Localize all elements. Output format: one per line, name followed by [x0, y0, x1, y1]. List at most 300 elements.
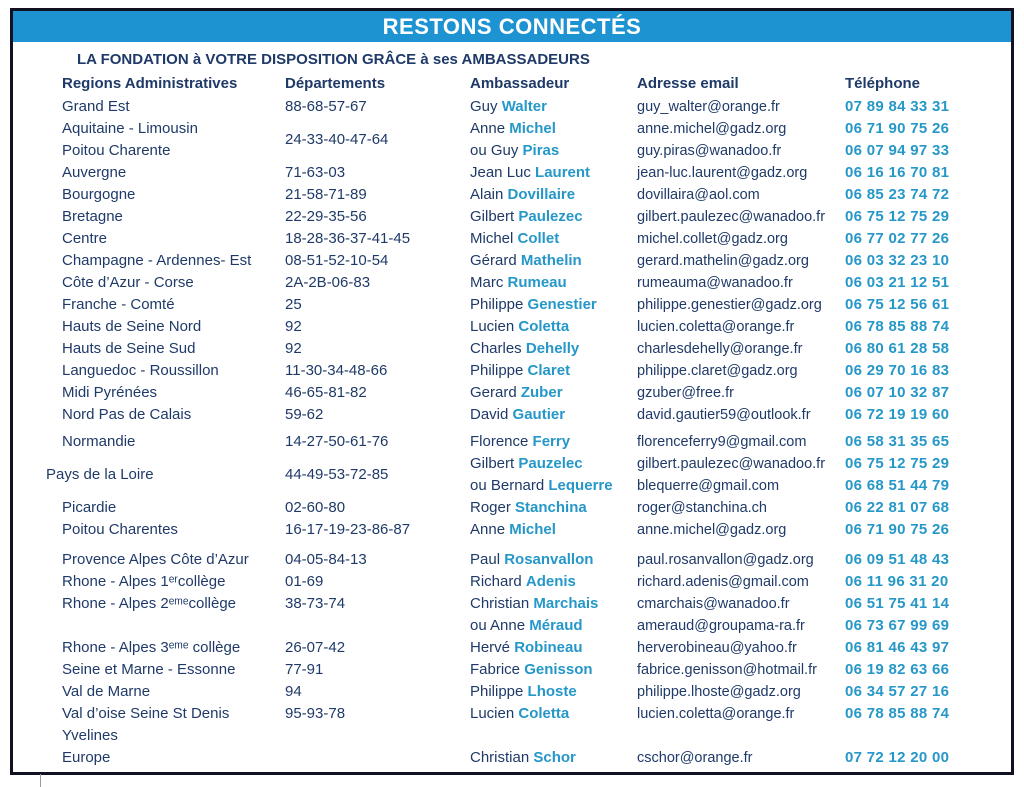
- email-address: gilbert.paulezec@wanadoo.fr: [637, 209, 826, 225]
- email-address: gerard.mathelin@gadz.org: [637, 253, 809, 269]
- ambassador-name: [470, 250, 637, 272]
- ambassador-last-name: Stanchina: [515, 499, 587, 516]
- email-address: philippe.claret@gadz.org: [637, 363, 798, 379]
- departement-numbers: 38-73-74: [285, 595, 346, 612]
- phone-cell: [845, 404, 1011, 426]
- departement-numbers: 59-62: [285, 406, 324, 423]
- ambassador-last-name: Genisson: [524, 661, 593, 678]
- ambassadeur-cell: [470, 497, 637, 519]
- email-cell: [637, 162, 845, 184]
- departement-numbers: 02-60-80: [285, 499, 346, 516]
- ambassador-last-name: Marchais: [533, 595, 599, 612]
- email-address: gzuber@free.fr: [637, 385, 734, 401]
- region-cell: [62, 497, 285, 519]
- ambassador-first-name: Philippe: [470, 296, 528, 313]
- phone-number: 06 51 75 41 14: [845, 595, 950, 612]
- ambassador-name: [470, 615, 637, 637]
- ambassador-first-name: Michel: [470, 230, 518, 247]
- region-cell: [62, 747, 285, 769]
- table-row: [13, 637, 1011, 659]
- email-address: gilbert.paulezec@wanadoo.fr: [637, 456, 826, 472]
- ambassador-last-name: Lhoste: [527, 683, 577, 700]
- column-header-email: Adresse email: [637, 75, 739, 92]
- ambassador-name: [470, 206, 637, 228]
- ambassador-name: [470, 571, 637, 593]
- ambassador-last-name: Dehelly: [525, 340, 580, 357]
- region-name: Rhone - Alpes 1ᵉʳcollège: [62, 573, 226, 590]
- region-cell: [62, 96, 285, 118]
- ambassador-name: [470, 162, 637, 184]
- phone-cell: [845, 497, 1011, 519]
- ambassador-first-name: Alain: [470, 186, 508, 203]
- ambassador-name: [470, 338, 637, 360]
- region-name: Seine et Marne - Essonne: [62, 661, 236, 678]
- phone-cell: [845, 382, 1011, 404]
- email-address: lucien.coletta@orange.fr: [637, 319, 795, 335]
- email-address: charlesdehelly@orange.fr: [637, 341, 803, 357]
- ambassador-first-name: Christian: [470, 595, 534, 612]
- email-address: anne.michel@gadz.org: [637, 121, 787, 137]
- ambassador-last-name: Zuber: [520, 384, 563, 401]
- table-body: [13, 96, 1011, 769]
- phone-number: 06 85 23 74 72: [845, 186, 950, 203]
- email-address: anne.michel@gadz.org: [637, 522, 787, 538]
- region-name: Normandie: [62, 433, 136, 450]
- table-row: [13, 228, 1011, 250]
- table-row: [13, 250, 1011, 272]
- region-name: Val d’oise Seine St Denis: [62, 705, 230, 722]
- ambassador-last-name: Genestier: [527, 296, 597, 313]
- departements-cell: [285, 549, 470, 571]
- ambassadeur-cell: [470, 162, 637, 184]
- ambassador-first-name: Gilbert: [470, 455, 519, 472]
- ambassador-name: [470, 637, 637, 659]
- region-cell: [62, 571, 285, 593]
- departement-numbers: 77-91: [285, 661, 324, 678]
- ambassador-name: [470, 453, 637, 475]
- region-cell: [62, 162, 285, 184]
- phone-number: 06 78 85 88 74: [845, 318, 950, 335]
- ambassador-last-name: Walter: [501, 98, 547, 115]
- email-cell: [637, 549, 845, 571]
- phone-number: 06 73 67 99 69: [845, 617, 950, 634]
- region-name: Côte d’Azur - Corse: [62, 274, 194, 291]
- region-cell: [62, 659, 285, 681]
- region-cell: [62, 519, 285, 541]
- phone-number: 06 16 16 70 81: [845, 164, 950, 181]
- ambassadeur-cell: [470, 360, 637, 382]
- email-cell: [637, 118, 845, 162]
- phone-cell: [845, 360, 1011, 382]
- ambassadeur-cell: [470, 703, 637, 747]
- departement-numbers: 44-49-53-72-85: [285, 466, 389, 483]
- ambassador-first-name: Paul: [470, 551, 505, 568]
- ambassadeur-cell: [470, 453, 637, 497]
- region-name: Europe: [62, 749, 111, 766]
- email-cell: [637, 519, 845, 541]
- departements-cell: [285, 118, 470, 162]
- region-name: Aquitaine - Limousin: [62, 120, 198, 137]
- ambassador-last-name: Mathelin: [520, 252, 582, 269]
- phone-number: 06 22 81 07 68: [845, 499, 950, 516]
- phone-number: 06 03 21 12 51: [845, 274, 950, 291]
- departements-cell: [285, 747, 470, 769]
- ambassadeur-cell: [470, 519, 637, 541]
- ambassador-last-name: Laurent: [535, 164, 591, 181]
- email-cell: [637, 453, 845, 497]
- departement-numbers: 92: [285, 340, 302, 357]
- email-address: david.gautier59@outlook.fr: [637, 407, 811, 423]
- region-cell: [62, 431, 285, 453]
- region-cell: [62, 681, 285, 703]
- email-address: michel.collet@gadz.org: [637, 231, 788, 247]
- ambassador-last-name: Collet: [517, 230, 560, 247]
- region-name: Bretagne: [62, 208, 123, 225]
- email-address: guy_walter@orange.fr: [637, 99, 780, 115]
- phone-cell: [845, 228, 1011, 250]
- email-cell: [637, 659, 845, 681]
- ambassador-last-name: Ferry: [532, 433, 571, 450]
- email-cell: [637, 431, 845, 453]
- region-cell: [62, 228, 285, 250]
- phone-cell: [845, 519, 1011, 541]
- email-cell: [637, 294, 845, 316]
- email-address: richard.adenis@gmail.com: [637, 574, 809, 590]
- departements-cell: [285, 593, 470, 637]
- email-cell: [637, 184, 845, 206]
- region-cell: [62, 250, 285, 272]
- title-banner: [13, 11, 1011, 42]
- ambassador-first-name: Christian: [470, 749, 534, 766]
- region-name: Pays de la Loire: [46, 466, 154, 483]
- email-cell: [637, 316, 845, 338]
- table-row: [13, 571, 1011, 593]
- ambassador-last-name: Schor: [533, 749, 576, 766]
- email-cell: [637, 404, 845, 426]
- departements-cell: [285, 431, 470, 453]
- departement-numbers: 2A-2B-06-83: [285, 274, 371, 291]
- email-address: cmarchais@wanadoo.fr: [637, 596, 790, 612]
- table-row: [13, 162, 1011, 184]
- phone-cell: [845, 453, 1011, 497]
- email-cell: [637, 96, 845, 118]
- ambassador-last-name: Gautier: [512, 406, 566, 423]
- ambassador-name: [470, 294, 637, 316]
- ambassador-name: [470, 382, 637, 404]
- ambassadeur-cell: [470, 571, 637, 593]
- region-name: Hauts de Seine Sud: [62, 340, 196, 357]
- departement-numbers: 25: [285, 296, 302, 313]
- phone-cell: [845, 206, 1011, 228]
- ambassador-last-name: Robineau: [514, 639, 583, 656]
- table-row: [13, 360, 1011, 382]
- departements-cell: [285, 162, 470, 184]
- ambassador-name: [470, 118, 637, 140]
- departements-cell: [285, 294, 470, 316]
- email-cell: [637, 593, 845, 637]
- email-cell: [637, 747, 845, 769]
- region-cell: [62, 316, 285, 338]
- ambassadeur-cell: [470, 659, 637, 681]
- region-name: Val de Marne: [62, 683, 151, 700]
- region-cell: [46, 453, 285, 497]
- table-row: [13, 382, 1011, 404]
- departements-cell: [285, 497, 470, 519]
- table-row: [13, 316, 1011, 338]
- email-cell: [637, 681, 845, 703]
- region-cell: [62, 382, 285, 404]
- column-header-departements: Départements: [285, 75, 386, 92]
- region-cell: [62, 549, 285, 571]
- departements-cell: [285, 316, 470, 338]
- phone-number: 07 72 12 20 00: [845, 749, 950, 766]
- email-address: blequerre@gmail.com: [637, 478, 780, 494]
- phone-cell: [845, 184, 1011, 206]
- ambassador-last-name: Coletta: [518, 318, 570, 335]
- phone-cell: [845, 338, 1011, 360]
- phone-cell: [845, 637, 1011, 659]
- ambassador-last-name: Méraud: [529, 617, 583, 634]
- phone-number: 06 78 85 88 74: [845, 705, 950, 722]
- ambassador-last-name: Adenis: [525, 573, 576, 590]
- departements-cell: [285, 571, 470, 593]
- region-name: Bourgogne: [62, 186, 136, 203]
- email-address: cschor@orange.fr: [637, 750, 753, 766]
- phone-number: 06 75 12 56 61: [845, 296, 950, 313]
- document-frame: [10, 8, 1014, 775]
- ambassador-first-name: Roger: [470, 499, 516, 516]
- ambassador-first-name: Anne: [470, 521, 510, 538]
- ambassador-last-name: Coletta: [518, 705, 570, 722]
- ambassador-last-name: Michel: [509, 120, 556, 137]
- departements-cell: [285, 184, 470, 206]
- email-cell: [637, 272, 845, 294]
- departement-numbers: 95-93-78: [285, 705, 346, 722]
- table-row: [13, 431, 1011, 453]
- departements-cell: [285, 228, 470, 250]
- departement-numbers: 11-30-34-48-66: [285, 362, 388, 379]
- ambassador-first-name: David: [470, 406, 513, 423]
- ambassador-name: [470, 497, 637, 519]
- phone-number: 06 07 94 97 33: [845, 142, 950, 159]
- phone-cell: [845, 431, 1011, 453]
- phone-cell: [845, 250, 1011, 272]
- email-address: florenceferry9@gmail.com: [637, 434, 807, 450]
- region-name: Nord Pas de Calais: [62, 406, 192, 423]
- ambassador-name: [470, 360, 637, 382]
- ambassador-name: [470, 593, 637, 615]
- departements-cell: [285, 659, 470, 681]
- ambassador-first-name: Jean Luc: [470, 164, 536, 181]
- region-name: Grand Est: [62, 98, 130, 115]
- phone-cell: [845, 549, 1011, 571]
- departement-numbers: 16-17-19-23-86-87: [285, 521, 411, 538]
- region-cell: [62, 338, 285, 360]
- email-cell: [637, 497, 845, 519]
- ambassadeur-cell: [470, 681, 637, 703]
- phone-cell: [845, 96, 1011, 118]
- departement-numbers: 18-28-36-37-41-45: [285, 230, 411, 247]
- region-cell: [62, 118, 285, 162]
- region-cell: [62, 404, 285, 426]
- ambassador-first-name: Hervé: [470, 639, 515, 656]
- phone-number: 06 71 90 75 26: [845, 521, 950, 538]
- email-cell: [637, 250, 845, 272]
- departements-cell: [285, 338, 470, 360]
- region-name: Auvergne: [62, 164, 127, 181]
- ambassador-name: [470, 519, 637, 541]
- departement-numbers: 14-27-50-61-76: [285, 433, 389, 450]
- region-name: Hauts de Seine Nord: [62, 318, 202, 335]
- region-cell: [62, 272, 285, 294]
- departements-cell: [285, 360, 470, 382]
- table-row: [13, 519, 1011, 541]
- ambassador-last-name: Michel: [509, 521, 556, 538]
- region-cell: [62, 593, 285, 637]
- phone-cell: [845, 681, 1011, 703]
- phone-cell: [845, 118, 1011, 162]
- email-cell: [637, 703, 845, 747]
- ambassador-first-name: ou Anne: [470, 617, 530, 634]
- page-title: RESTONS CONNECTÉS: [382, 13, 642, 39]
- ambassador-name: [470, 140, 637, 162]
- ambassador-last-name: Dovillaire: [507, 186, 576, 203]
- ambassador-first-name: Gerard: [470, 384, 521, 401]
- table-row: [13, 184, 1011, 206]
- ambassador-first-name: Charles: [470, 340, 526, 357]
- ambassadeur-cell: [470, 593, 637, 637]
- ambassador-last-name: Rumeau: [507, 274, 567, 291]
- phone-number: 06 58 31 35 65: [845, 433, 950, 450]
- subtitle: LA FONDATION à VOTRE DISPOSITION GRÂCE à ses AMBASSADEURS: [77, 51, 590, 68]
- ambassador-last-name: Lequerre: [548, 477, 613, 494]
- email-address: jean-luc.laurent@gadz.org: [637, 165, 808, 181]
- phone-cell: [845, 272, 1011, 294]
- ambassador-first-name: Lucien: [470, 705, 519, 722]
- ambassador-name: [470, 228, 637, 250]
- region-name: Picardie: [62, 499, 117, 516]
- region-cell: [62, 206, 285, 228]
- ambassadeur-cell: [470, 404, 637, 426]
- ambassador-first-name: Lucien: [470, 318, 519, 335]
- region-cell: [62, 637, 285, 659]
- phone-number: 06 19 82 63 66: [845, 661, 950, 678]
- departements-cell: [285, 703, 470, 747]
- region-name: Rhone - Alpes 3ᵉᵐᵉ collège: [62, 639, 241, 656]
- phone-number: 06 72 19 19 60: [845, 406, 950, 423]
- email-address: guy.piras@wanadoo.fr: [637, 143, 782, 159]
- phone-cell: [845, 571, 1011, 593]
- email-address: rumeauma@wanadoo.fr: [637, 275, 793, 291]
- email-cell: [637, 206, 845, 228]
- table-row: [13, 681, 1011, 703]
- region-name: Champagne - Ardennes- Est: [62, 252, 252, 269]
- email-address: dovillaira@aol.com: [637, 187, 760, 203]
- email-cell: [637, 382, 845, 404]
- departement-numbers: 24-33-40-47-64: [285, 131, 389, 148]
- ambassador-first-name: Richard: [470, 573, 526, 590]
- region-name: Rhone - Alpes 2ᵉᵐᵉcollège: [62, 595, 237, 612]
- ambassador-first-name: Philippe: [470, 683, 528, 700]
- table-row: [13, 453, 1011, 497]
- email-cell: [637, 228, 845, 250]
- region-name: Poitou Charentes: [62, 521, 178, 538]
- departement-numbers: 08-51-52-10-54: [285, 252, 389, 269]
- region-cell: [62, 703, 285, 747]
- phone-cell: [845, 747, 1011, 769]
- ambassadeur-cell: [470, 118, 637, 162]
- table-row: [13, 747, 1011, 769]
- ambassador-first-name: Gilbert: [470, 208, 519, 225]
- phone-cell: [845, 703, 1011, 747]
- email-address: philippe.lhoste@gadz.org: [637, 684, 801, 700]
- phone-number: 06 34 57 27 16: [845, 683, 950, 700]
- ambassador-name: [470, 549, 637, 571]
- column-header-regions: Regions Administratives: [62, 75, 238, 92]
- table-header-row: [13, 73, 1011, 95]
- ambassador-name: [470, 96, 637, 118]
- ambassador-name: [470, 431, 637, 453]
- departements-cell: [285, 637, 470, 659]
- ambassadeur-cell: [470, 747, 637, 769]
- ambassador-first-name: Anne: [470, 120, 510, 137]
- table-row: [13, 206, 1011, 228]
- departement-numbers: 21-58-71-89: [285, 186, 367, 203]
- ambassadeur-cell: [470, 382, 637, 404]
- departement-numbers: 01-69: [285, 573, 324, 590]
- ambassador-name: [470, 659, 637, 681]
- phone-number: 06 80 61 28 58: [845, 340, 950, 357]
- departements-cell: [285, 519, 470, 541]
- ambassadeur-cell: [470, 637, 637, 659]
- email-address: roger@stanchina.ch: [637, 500, 767, 516]
- phone-number: 06 03 32 23 10: [845, 252, 950, 269]
- phone-number: 06 29 70 16 83: [845, 362, 950, 379]
- region-name: Languedoc - Roussillon: [62, 362, 219, 379]
- table-row: [13, 338, 1011, 360]
- region-name: Yvelines: [62, 727, 118, 744]
- table-row: [13, 294, 1011, 316]
- departements-cell: [285, 96, 470, 118]
- ambassadeur-cell: [470, 431, 637, 453]
- phone-number: 06 81 46 43 97: [845, 639, 950, 656]
- phone-cell: [845, 593, 1011, 637]
- ambassador-last-name: Claret: [527, 362, 571, 379]
- departement-numbers: 71-63-03: [285, 164, 346, 181]
- table-row: [13, 703, 1011, 747]
- table-row: [13, 404, 1011, 426]
- email-address: lucien.coletta@orange.fr: [637, 706, 795, 722]
- phone-cell: [845, 162, 1011, 184]
- phone-number: 06 07 10 32 87: [845, 384, 950, 401]
- table-row: [13, 272, 1011, 294]
- ambassador-name: [470, 681, 637, 703]
- departements-cell: [285, 250, 470, 272]
- ambassador-last-name: Paulezec: [518, 208, 583, 225]
- ambassador-name: [470, 703, 637, 725]
- table-row: [13, 593, 1011, 637]
- phone-number: 06 77 02 77 26: [845, 230, 950, 247]
- departement-numbers: 94: [285, 683, 302, 700]
- ambassador-first-name: Fabrice: [470, 661, 525, 678]
- ambassadeur-cell: [470, 250, 637, 272]
- ambassador-first-name: Gérard: [470, 252, 521, 269]
- email-address: ameraud@groupama-ra.fr: [637, 618, 805, 634]
- departement-numbers: 26-07-42: [285, 639, 346, 656]
- email-cell: [637, 637, 845, 659]
- region-cell: [62, 184, 285, 206]
- ambassador-first-name: ou Bernard: [470, 477, 549, 494]
